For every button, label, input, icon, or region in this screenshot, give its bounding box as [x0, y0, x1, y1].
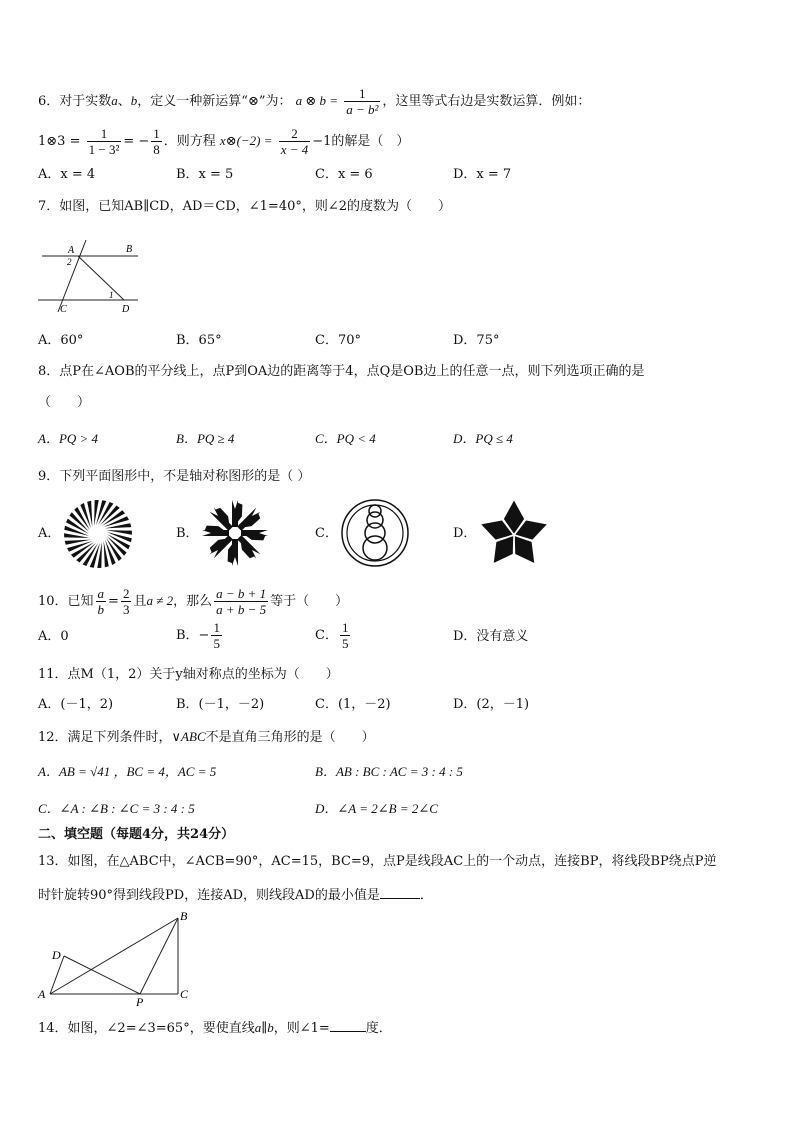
q8-option-a[interactable]: A．PQ > 4 — [38, 431, 99, 446]
q11-option-a[interactable]: A．(－1，2) — [38, 697, 114, 712]
q7-option-c[interactable]: C．70° — [315, 333, 361, 348]
q10-frac-expr: $\frac{a - b + 1}{a + b - 5}$ — [216, 586, 267, 617]
q6-line2: 1⊗3 = $\frac{1}{\text{1 − 3²}}$ = − $\frac{1}{8}$ ．则方程 x⊗(−2) = $\frac{2}{x - 4}$ −1的解是（ ） — [38, 126, 410, 157]
section-2-heading: 二、填空题（每题4分，共24分） — [38, 827, 235, 842]
q7-label-1: 1 — [109, 290, 114, 300]
q6-option-c[interactable]: C．x = 6 — [315, 167, 373, 182]
q7-label-2: 2 — [67, 257, 72, 267]
q7-stem: 7．如图，已知AB∥CD，AD＝CD，∠1=40°，则∠2的度数为（ ） — [38, 199, 452, 214]
q8-option-b[interactable]: B．PQ ≥ 4 — [176, 431, 235, 446]
q7-label-d: D — [122, 304, 130, 315]
q10-frac-ab: $\frac{a}{b}$ — [97, 586, 105, 617]
q11-stem: 11．点M（1，2）关于y轴对称点的坐标为（ ） — [38, 667, 339, 682]
q6-ex-frac2: $\frac{1}{8}$ — [153, 126, 160, 157]
q6-line1: 6．对于实数a、b，定义一种新运算“⊗”为： a ⊗ b = $\frac{1}{\text{a − b²}}$ ，这里等式右边是实数运算．例如： — [38, 86, 591, 117]
q10-frac-23: $\frac{2}{3}$ — [122, 586, 130, 617]
q13-line1: 13．如图，在△ABC中，∠ACB=90°，AC=15，BC=9，点P是线段AC上的一个动点，连接BP，将线段BP绕点P逆 — [38, 854, 717, 869]
q9-figure-c-circles-icon — [340, 498, 410, 568]
q10-option-b[interactable]: B．− $\frac{1}{5}$ — [176, 620, 220, 651]
q11-option-c[interactable]: C．(1，－2) — [315, 697, 391, 712]
q12-option-a[interactable]: A．AB = √41 ，BC = 4，AC = 5 — [38, 764, 217, 779]
q13-line2: 时针旋转90°得到线段PD，连接AD，则线段AD的最小值是 ． — [38, 884, 764, 906]
q13-label-p: P — [136, 995, 144, 1008]
q8-option-c[interactable]: C．PQ < 4 — [315, 431, 376, 446]
q9-option-c[interactable]: C． — [315, 526, 338, 541]
q12-stem: 12．满足下列条件时，∨ABC不是直角三角形的是（ ） — [38, 729, 375, 745]
q13-answer-blank[interactable] — [380, 884, 420, 899]
q6-ex-frac: $\frac{1}{\text{1 − 3²}}$ — [88, 126, 120, 157]
q8-stem: 8．点P在∠AOB的平分线上，点P到OA边的距离等于4，点Q是OB边上的任意一点，则下列选项正确的是 — [38, 364, 645, 379]
q11-option-d[interactable]: D．(2，－1) — [453, 697, 530, 712]
q10-option-c[interactable]: C． $\frac{1}{5}$ — [315, 620, 349, 651]
q14-stem: 14．如图，∠2=∠3=65°，要使直线a∥b，则∠1= 度． — [38, 1017, 764, 1039]
q12-option-c[interactable]: C．∠A : ∠B : ∠C = 3 : 4 : 5 — [38, 801, 195, 816]
q6-option-a[interactable]: A．x = 4 — [38, 167, 96, 182]
q10-option-a[interactable]: A．0 — [38, 629, 69, 644]
q13-label-d: D — [52, 948, 61, 962]
q7-label-b: B — [126, 244, 133, 255]
q7-option-d[interactable]: D．75° — [453, 333, 500, 348]
q7-figure — [34, 238, 144, 318]
q10-option-d[interactable]: D．没有意义 — [453, 629, 529, 644]
q9-figure-d-kite-star-icon — [476, 497, 552, 569]
q7-label-c: C — [60, 304, 67, 315]
q7-option-b[interactable]: B．65° — [176, 333, 222, 348]
q6-def-frac: $\frac{1}{\text{a − b²}}$ — [346, 86, 379, 117]
q9-stem: 9．下列平面图形中，不是轴对称图形的是（ ） — [38, 469, 311, 484]
q9-option-a[interactable]: A． — [38, 526, 61, 541]
q6-eq-frac: $\frac{2}{x - 4}$ — [280, 126, 309, 157]
q8-paren: （ ） — [38, 395, 91, 410]
q7-option-a[interactable]: A．60° — [38, 333, 84, 348]
q9-figure-a-sunburst-icon — [62, 498, 134, 570]
q11-option-b[interactable]: B．(－1，－2) — [176, 697, 265, 712]
q13-figure — [34, 908, 194, 1008]
q9-figure-b-starburst-icon — [200, 498, 270, 568]
q9-option-d[interactable]: D． — [453, 526, 477, 541]
q13-label-c: C — [180, 987, 189, 1001]
q8-option-d[interactable]: D．PQ ≤ 4 — [453, 431, 513, 446]
q13-label-b: B — [180, 909, 188, 923]
q12-option-b[interactable]: B．AB : BC : AC = 3 : 4 : 5 — [315, 764, 463, 779]
q10-stem: 10．已知 $\frac{a}{b}$ = $\frac{2}{3}$ 且a ≠ 2，那么 $\frac{a - b + 1}{a + b - 5}$ 等于（ ） — [38, 586, 349, 617]
q6-def-lhs: a ⊗ b = — [295, 93, 339, 108]
q6-option-b[interactable]: B．x = 5 — [176, 167, 234, 182]
q13-label-a: A — [38, 987, 46, 1001]
q7-label-a: A — [68, 245, 75, 256]
q9-option-b[interactable]: B． — [176, 526, 199, 541]
q14-answer-blank[interactable] — [330, 1017, 366, 1032]
q6-option-d[interactable]: D．x = 7 — [453, 167, 512, 182]
q12-option-d[interactable]: D．∠A = 2∠B = 2∠C — [315, 801, 438, 816]
